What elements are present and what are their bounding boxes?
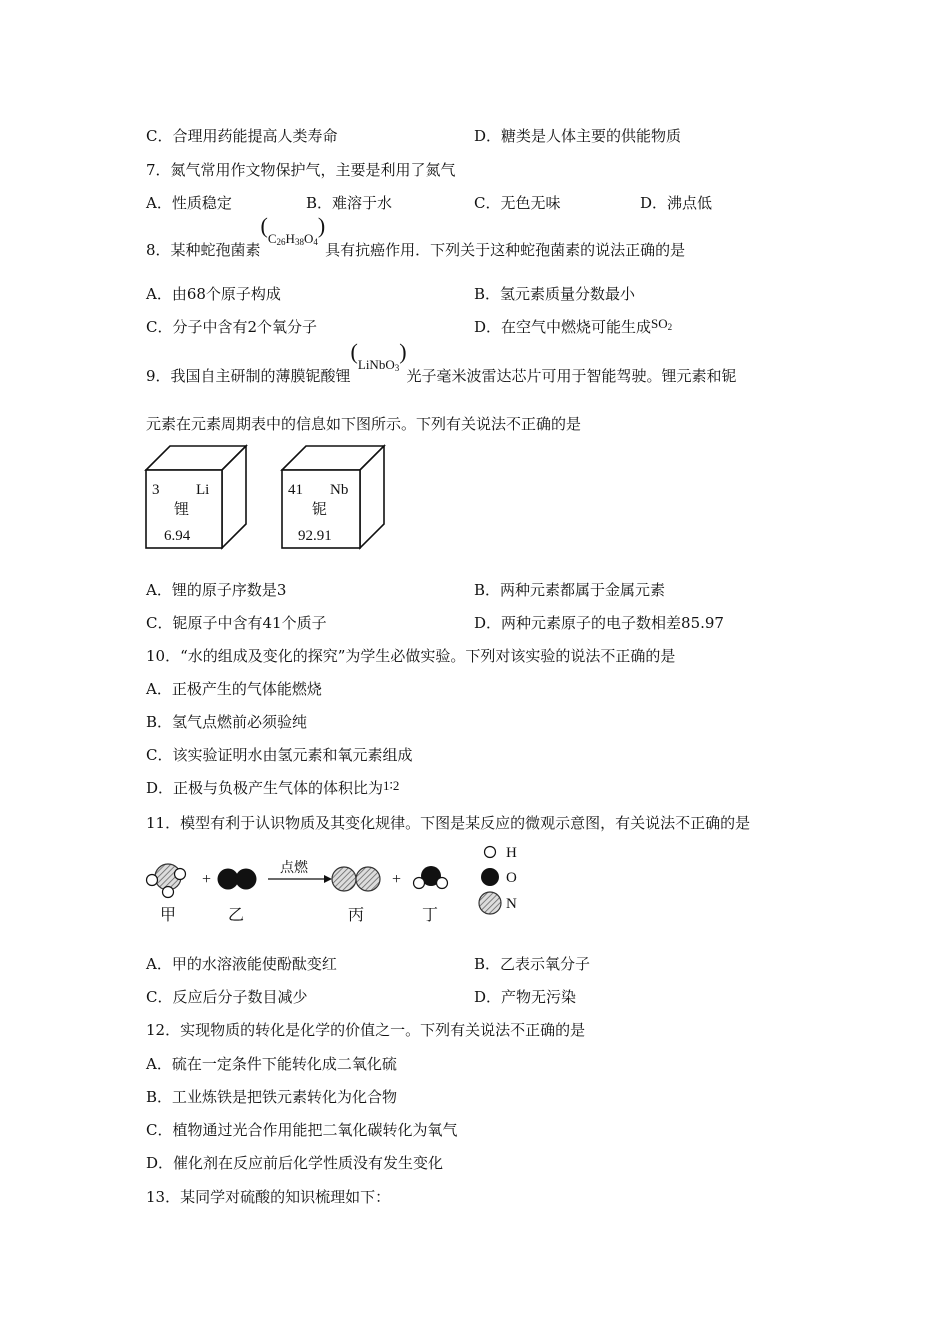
- label-ding: 丁: [422, 907, 439, 924]
- q7-option-b: B．难溶于水: [306, 194, 393, 212]
- nb-atomic-number: 41: [288, 482, 303, 498]
- li-atomic-number: 3: [152, 482, 160, 498]
- label-yi: 乙: [228, 907, 245, 924]
- q11-option-c: C．反应后分子数目减少: [146, 988, 308, 1006]
- q8-stem-pre: 8．某种蛇孢菌素: [146, 241, 261, 259]
- li-name: 锂: [174, 502, 190, 518]
- q12-option-a: A．硫在一定条件下能转化成二氧化硫: [146, 1055, 397, 1073]
- q9-formula: (LiNbO$_3$): [350, 339, 407, 373]
- q8-option-c: C．分子中含有2个氧分子: [146, 318, 318, 336]
- q10-option-d: D．正极与负极产生气体的体积比为1∶2: [146, 778, 400, 797]
- q11-option-a: A．甲的水溶液能使酚酞变红: [146, 955, 337, 973]
- molecule-ding: [414, 866, 448, 889]
- q9-option-c: C．铌原子中含有41个质子: [146, 614, 327, 632]
- nb-mass: 92.91: [298, 528, 332, 544]
- q9-stem: 9．我国自主研制的薄膜铌酸锂(LiNbO$_3$)光子毫米波雷达芯片可用于智能驾驶。锂元素和铌: [146, 339, 737, 385]
- q9-stem-line2: 元素在元素周期表中的信息如下图所示。下列有关说法不正确的是: [146, 415, 582, 433]
- q8-option-b: B．氢元素质量分数最小: [474, 285, 636, 303]
- legend-o: O: [506, 870, 517, 886]
- q9-option-a: A．锂的原子序数是3: [146, 581, 287, 599]
- q10-option-a: A．正极产生的气体能燃烧: [146, 680, 322, 698]
- q9-option-d: D．两种元素原子的电子数相差85.97: [474, 614, 724, 632]
- q8-stem: [146, 213, 686, 264]
- legend-n: N: [506, 896, 517, 912]
- q13-stem: 13．某同学对硫酸的知识梳理如下：: [146, 1188, 391, 1206]
- q7-option-d: D．沸点低: [640, 194, 713, 212]
- q8-stem-post: 具有抗癌作用．下列关于这种蛇孢菌素的说法正确的是: [325, 241, 686, 259]
- li-mass: 6.94: [164, 528, 191, 544]
- q12-option-c: C．植物通过光合作用能把二氧化碳转化为氧气: [146, 1121, 458, 1139]
- q9-option-b: B．两种元素都属于金属元素: [474, 581, 666, 599]
- q6-option-d: D．糖类是人体主要的供能物质: [474, 127, 682, 145]
- atom-legend: [479, 845, 517, 914]
- q6-option-c: C．合理用药能提高人类寿命: [146, 127, 338, 145]
- nb-name: 铌: [312, 502, 328, 518]
- reaction-arrow: [268, 859, 332, 883]
- q8-option-d: D．在空气中燃烧可能生成$SO_2$: [474, 316, 673, 336]
- plus-sign-1: +: [202, 871, 212, 888]
- label-bing: 丙: [348, 907, 365, 924]
- q7-option-c: C．无色无味: [474, 194, 561, 212]
- q12-option-d: D．催化剂在反应前后化学性质没有发生变化: [146, 1154, 444, 1172]
- molecule-yi: [218, 869, 257, 890]
- element-card-li: [146, 446, 246, 548]
- q11-option-b: B．乙表示氧分子: [474, 955, 591, 973]
- reaction-condition: 点燃: [280, 861, 308, 876]
- li-symbol: Li: [196, 482, 210, 498]
- q12-option-b: B．工业炼铁是把铁元素转化为化合物: [146, 1088, 398, 1106]
- q8-formula: $(C_{26}H_{38}O_4)$: [260, 213, 326, 247]
- nb-symbol: Nb: [330, 482, 349, 498]
- q7-stem: 7．氮气常用作文物保护气，主要是利用了氮气: [146, 161, 456, 179]
- q10-stem: 10．“水的组成及变化的探究”为学生必做实验。下列对该实验的说法不正确的是: [146, 647, 676, 665]
- q10-option-c: C．该实验证明水由氢元素和氧元素组成: [146, 746, 413, 764]
- reaction-diagram: [140, 838, 560, 926]
- legend-h: H: [506, 845, 517, 861]
- q12-stem: 12．实现物质的转化是化学的价值之一。下列有关说法不正确的是: [146, 1021, 586, 1039]
- molecule-bing: [332, 867, 380, 891]
- plus-sign-2: +: [392, 871, 402, 888]
- q8-option-a: A．由68个原子构成: [146, 285, 281, 303]
- q11-stem: 11．模型有利于认识物质及其变化规律。下图是某反应的微观示意图，有关说法不正确的是: [146, 814, 751, 832]
- molecule-jia: [147, 864, 186, 898]
- q11-option-d: D．产物无污染: [474, 988, 577, 1006]
- element-card-nb: [282, 446, 384, 548]
- q10-option-b: B．氢气点燃前必须验纯: [146, 713, 308, 731]
- label-jia: 甲: [160, 907, 177, 924]
- q7-option-a: A．性质稳定: [146, 194, 232, 212]
- element-cubes-figure: [140, 440, 420, 552]
